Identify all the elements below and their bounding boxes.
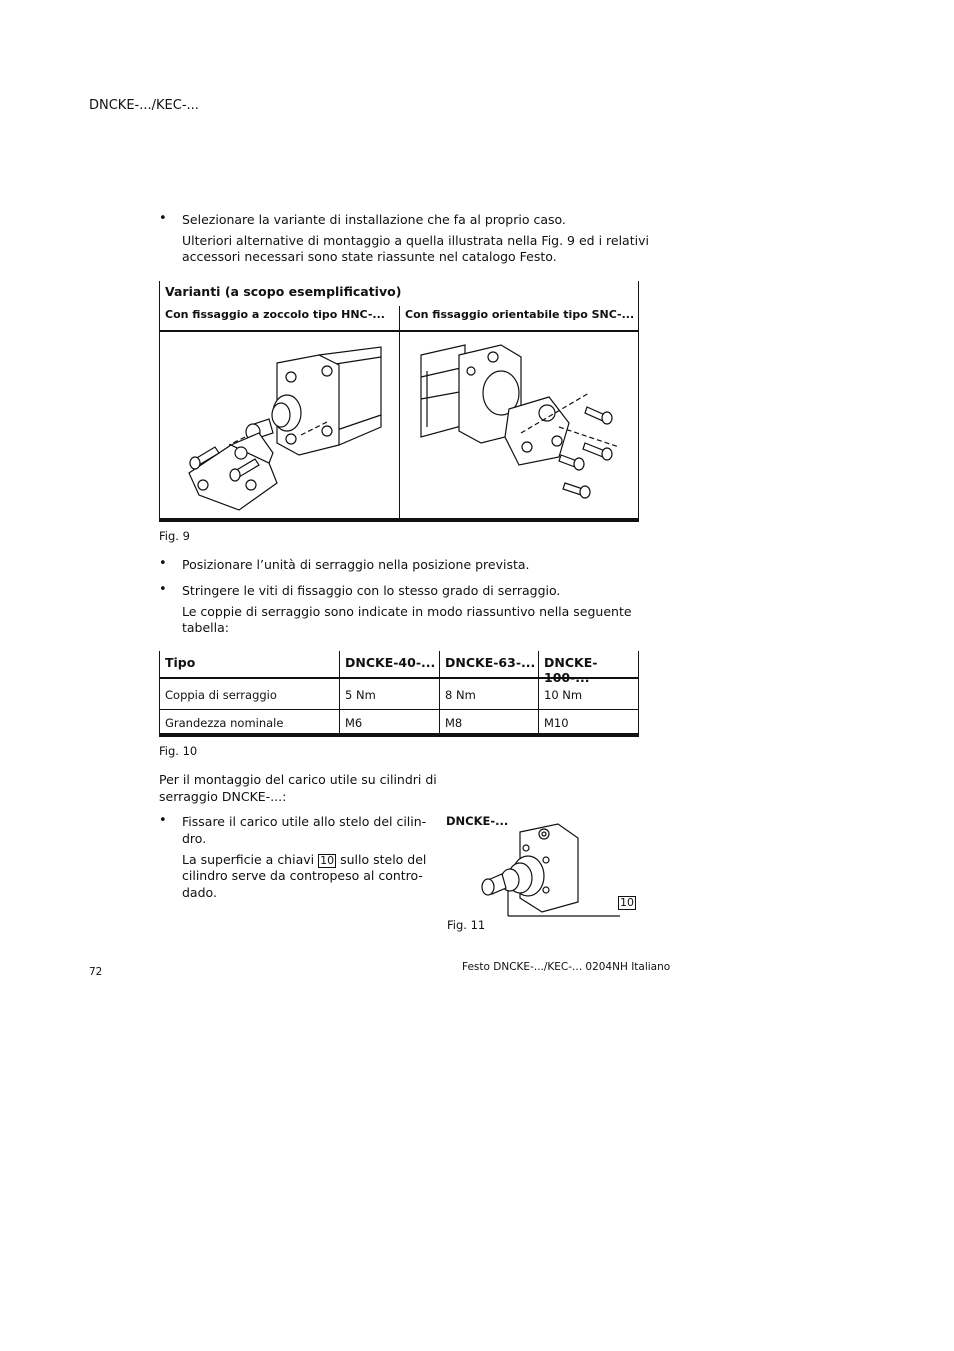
snc-mounting-illustration: [409, 337, 631, 517]
bullet: •: [159, 211, 167, 226]
table-cell: 5 Nm: [345, 688, 376, 702]
table-header-cell: DNCKE-40-...: [345, 655, 436, 670]
note-line: Le coppie di serraggio sono indicate in modo riassuntivo nella seguente: [182, 604, 632, 619]
note-text: La superficie a chiavi: [182, 852, 315, 867]
page-number: 72: [89, 966, 103, 978]
bullet: •: [159, 813, 167, 828]
column-header: Con fissaggio orientabile tipo SNC-...: [405, 308, 635, 321]
table-cell: Coppia di serraggio: [165, 688, 277, 702]
instruction-text: dro.: [182, 831, 207, 846]
note-line: tabella:: [182, 620, 230, 635]
table-header-cell: DNCKE-100-...: [544, 655, 598, 685]
table-header-cell: DNCKE-63-...: [445, 655, 536, 670]
paragraph-line: serraggio DNCKE-...:: [159, 789, 287, 804]
instruction-text: Selezionare la variante di installazione che fa al proprio caso.: [182, 212, 566, 227]
bullet: •: [159, 582, 167, 597]
hnc-mounting-illustration: [169, 335, 391, 517]
table-cell: M8: [445, 716, 463, 730]
table-title: Varianti (a scopo esemplificativo): [165, 284, 402, 299]
footer-doc-info: Festo DNCKE-.../KEC-... 0204NH Italiano: [462, 961, 671, 973]
instruction-text: Stringere le viti di fissaggio con lo stesso grado di serraggio.: [182, 583, 561, 598]
document-header: DNCKE-.../KEC-...: [89, 98, 199, 113]
table-cell: 10 Nm: [544, 688, 583, 702]
note-text: sullo stelo del: [340, 852, 427, 867]
table-cell: M10: [544, 716, 569, 730]
note-line: cilindro serve da contropeso al contro-: [182, 868, 423, 883]
table-cell: M6: [345, 716, 363, 730]
note-line: dado.: [182, 885, 217, 900]
bullet: •: [159, 556, 167, 571]
reference-number-box: 10: [320, 854, 335, 867]
note-line: accessori necessari sono state riassunte nel catalogo Festo.: [182, 249, 557, 264]
figure-label: DNCKE-...: [446, 814, 509, 828]
note-line: Ulteriori alternative di montaggio a quella illustrata nella Fig. 9 ed i relativi: [182, 233, 649, 248]
column-header: Con fissaggio a zoccolo tipo HNC-...: [165, 308, 385, 321]
reference-number-box: 10: [620, 896, 634, 909]
table-header-cell: Tipo: [165, 655, 196, 670]
note-line: [182, 851, 426, 868]
figure-caption: Fig. 11: [447, 918, 486, 932]
torque-table: [159, 651, 639, 737]
paragraph-line: Per il montaggio del carico utile su cilindri di: [159, 772, 437, 787]
figure-caption: Fig. 10: [159, 744, 198, 758]
table-cell: Grandezza nominale: [165, 716, 284, 730]
instruction-text: Posizionare l’unità di serraggio nella posizione prevista.: [182, 557, 530, 572]
table-cell: 8 Nm: [445, 688, 476, 702]
instruction-text: Fissare il carico utile allo stelo del cilin-: [182, 814, 427, 829]
dncke-unit-illustration: [470, 820, 635, 920]
figure-caption: Fig. 9: [159, 529, 190, 543]
variants-table: [159, 281, 639, 522]
